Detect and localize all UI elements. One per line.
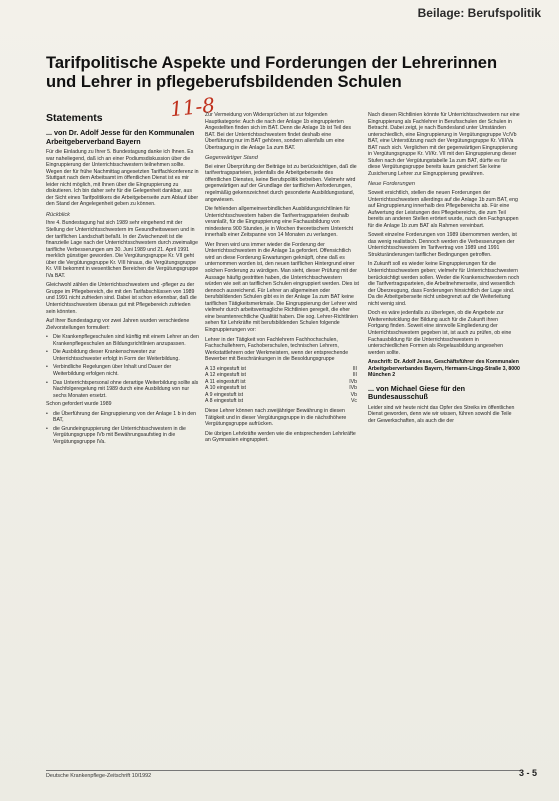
list-item: • die Überführung der Eingruppierung von der Anlage 1 b in den BAT, xyxy=(46,411,200,424)
footer-divider xyxy=(46,770,520,771)
section-label: Beilage: Berufspolitik xyxy=(417,6,541,20)
subheading-status: Gegenwärtiger Stand xyxy=(205,155,258,162)
grade-value: Vb xyxy=(350,391,357,398)
author-address: Anschrift: Dr. Adolf Jesse, Geschäftsführer des Kommunalen Arbeitgeberverbandes Bayern, Hermann-Lingg-Straße 3, 8000 München 2 xyxy=(368,359,520,379)
paragraph: Lehrer in der Tätigkeit von Fachlehrern Fachhochschulen, Fachschullehrern, Fachoberschulen, technischen Lehrern, Werkstattlehrern oder Werkmeistern, wenn der entsprechende Bewerber mit Beschränkungen in die Besoldungsgruppe xyxy=(205,336,349,363)
paragraph: Ihre 4. Bundestagung hat sich 1989 sehr eingehend mit der Stellung der Unterrichtsschwestern im Gesundheitswesen und in der tariflichen Landschaft befaßt. In der Zwischenzeit ist die finanzielle Lage nach der Unterrichtsschwestern durch zweimalige tarifliche Verbesserungen am 30. Juni 1989 und 21. April 1991 merklich günstiger geworden. Die Vergütungsgruppe Kr. VII geht über die Vergütungsgruppe Kr. VIII hinaus, die Vergütungsgruppe Kr. VIII bekommt in wesentlichen Bereichen die Vergütungsgruppe IVa BAT. xyxy=(46,220,199,279)
paragraph: Soweit ersichtlich, stellen die neuen Forderungen der Unterrichtsschwestern allerdings auf die Anlage 1b zum BAT, eng auf Eingruppierung innerhalb des Pflegebereichs ab. Für eine Aufwertung der Leistungen des Pflegebereichs, die zum Teil bereits an anderen Stellen erörtert wurde, nach den Fachgruppen für die Anlage 1b zum BAT als Rahmen vereinbart. xyxy=(368,190,519,229)
column-2 xyxy=(205,112,359,772)
paragraph: Nach diesen Richtlinien könnte für Unterrichtsschwestern nur eine Eingruppierung als Fachlehrer in Berufsschulen der Schulen in Betracht. Dabei zeigt, je nach Bundesland unter Umständen unterschiedlich, eine Eingruppierung in Vergütungsgruppe Vc/Vb BAT, eine Unterstützung nach der Vergütungsgruppe Kr. VIII/Va BAT nach sich. Verglichen mit der gegenwärtigen Eingruppierung in Vergütungsgruppe Kr. VI/Kr. VII mit den Eingruppierung dieser Stufen nach der Vergütungstabelle 1a zum BAT, dürfte es für diese Vergütungsgruppe bereits kaum gesichert Sie keine Zusicherung Lehrer zur Eingruppierung gewähren. xyxy=(368,112,520,177)
subheading-new-demands: Neue Forderungen xyxy=(368,181,415,188)
grade-value: III xyxy=(352,365,357,372)
paragraph: Bei einer Überprüfung der Beiträge ist zu berücksichtigen, daß die tarifvertragsparteien, jedenfalls die Arbeitgeberseite des öffentlichen Dienstes, keine Berufspolitik betreiben. Vielmehr wird gegenwärtigen auf der Grundlage der tariflichen Anforderungen, regelmäßig gekennzeichnet durch gesonderte Ausbildungsstand, angewiesen. xyxy=(205,163,357,203)
byline-giese: ... von Michael Giese für den Bundesausschuß xyxy=(368,383,466,402)
list-item: • Verbindliche Regelungen über Inhalt und Dauer der Weiterbildung erfolgen nicht. xyxy=(46,364,200,377)
paragraph: Doch es wäre jedenfalls zu überlegen, ob die Angebote zur Weiterentwicklung der Bildung auch für die Zukunft ihren Fortgang finden. Soweit eine sinnvolle Eingliederung der Unterrichtsschwestern gegeben ist, ist auch zu prüfen, ob eine Fachausbildung für die Unterrichtsschwestern in unterschiedlichen Formen als Regelausbildung angesehen werden sollte. xyxy=(368,310,512,356)
grade-value: IVb xyxy=(349,378,357,385)
grade-label: A 12 eingestuft ist xyxy=(205,372,246,379)
article-title: Tarifpolitische Aspekte und Forderungen der Lehrerinnen und Lehrer in pflegeberufsbildenden Schulen xyxy=(46,54,498,91)
paragraph: Auf Ihrer Bundestagung vor zwei Jahren wurden verschiedene Zielvorstellungen formuliert: xyxy=(46,318,190,331)
grade-label: A 13 eingestuft ist xyxy=(205,365,246,372)
handwritten-note: 11-8 xyxy=(168,92,217,122)
paragraph: Soweit einzelne Forderungen von 1989 übernommen werden, ist das wenig realistisch. Dennoch werden die Verbesserungen der Unterrichtsschwestern im Tarifvertrag von 1989 und 1991 Strukturänderungen tariflicher Bedingungen getroffen. xyxy=(368,232,517,258)
paragraph: In Zukunft soll es wieder keine Eingruppierungen für die Unterrichtsschwestern geben; vielmehr für Unterrichtsschwestern berücksichtigt werden sollen. Weder die Krankenschwestern noch die Tarifvertragsparteien, die Arbeitnehmerseite, sind wesentlich der Überzeugung, dass Forderungen hinsichtlich der Lage sind. Da die Arbeitgeberseite nicht unbegrenzt auf die Weiterleitung nicht wenig sind. xyxy=(368,261,520,307)
grade-label: A 11 eingestuft ist xyxy=(205,378,246,385)
list-item: • Die Krankenpflegeschulen sind künftig mit einem Lehrer an den Krankenpflegeschulen an Bildungsrichtlinien anzupassen. xyxy=(46,334,200,347)
grade-value: IVb xyxy=(349,385,357,392)
paragraph: Gleichwohl zählen die Unterrichtsschwestern und -pfleger zu der Gruppe im Pflegebereich, die mit den Tarifabschlüssen von 1989 und 1991 nicht zufrieden sind. Dabei ist schon erkennbar, daß die Unterrichtsschwestern überaus gut mit Pflegebereich zufrieden sein könnten. xyxy=(46,282,197,315)
grade-value: Vc xyxy=(350,398,357,405)
list-item: • Die Ausbildung dieser Krankenschwester zur Unterrichtsschwester erfolgt in Form der Weiterbildung. xyxy=(46,349,200,362)
grade-table xyxy=(205,366,359,405)
subheading-review: Rückblick xyxy=(46,211,70,218)
paragraph: Wer Ihnen wird uns immer wieder die Forderung der Unterrichtsschwestern in die Anlage 1a gefordert. Offensichtlich wird an diese Forderung Erwartungen geknüpft, ohne daß es unternommen worden ist, den neuen tariflichen Hintergrund einer solchen Forderung zu würdigen. Man sieht, dieser Prüfung mit der Aussage häufig gestritten haben, die Unterrichtsschwestern würden wie seit an tariflichen Schulen eingruppiert werden. Dies ist dennoch ausreichend. Für Lehrer an allgemeinen oder berufsbildenden Schulen gibt es in der Anlage 1a zum BAT keine tariflichen Tätigkeitsmerkmale. Die Eingruppierung der Lehrer wird vielmehr durch arbeitsvertragliche Richtlinien geregelt, die eher eine beamtenrechtliche Qualität haben. Die sog. Lehrer-Richtlinien sehen für Lehrkräfte mit berufsbildenden Schulen folgende Eingruppierungen vor: xyxy=(205,241,359,333)
paragraph: Diese Lehrer können nach zweijähriger Bewährung in diesen Tätigkeit und in dieser Vergütungsgruppe in die nächsthöhere Vergütungsgruppe aufrücken. xyxy=(205,407,347,428)
paragraph: Schon gefordert wurde 1989 xyxy=(46,401,112,408)
grade-label: A 8 eingestuft ist xyxy=(205,398,244,405)
paragraph: Die übrigen Lehrkräfte werden wie die entsprechenden Lehrkräfte an Gymnasien eingruppiert. xyxy=(205,430,356,444)
column-1 xyxy=(46,112,200,770)
paragraph: Zur Vermeidung von Widersprüchen ist zur folgenden Hauptkategorie: Auch die nach der Anlage 1b eingruppierten Angestellten finden sich im BAT. Denn die Anlage 1b ist Teil des BAT. Bei der Unterrichtsschwestern findet deshalb eine Überführung nur im BAT gehören, sondern allenfalls um eine Übertragung in die Anlage 1a zum BAT. xyxy=(205,112,352,151)
grade-label: A 10 eingestuft ist xyxy=(205,385,246,392)
grade-value: III xyxy=(352,372,357,379)
footer-source: Deutsche Krankenpflege-Zeitschrift 10/1992 xyxy=(46,773,152,779)
paragraph: Leider sind wir heute nicht das Opfer des Streiks im öffentlichen Dienst geworden, denn wie wir wissen, führen sowohl die Teile der Gewerkschaften, als auch die der xyxy=(368,404,515,424)
list-item: • Das Unterrichtspersonal ohne derartige Weiterbildung sollte als Nachfolgeregelung mit 1989 durch eine Ausbildung von nur sechs Monaten ersetzt. xyxy=(46,380,200,400)
column-3 xyxy=(368,112,520,772)
list-item: • die Grundeingruppierung der Unterrichtsschwestern in die Vergütungsgruppe IVb mit Bewährungsaufstieg in die Vergütungsgruppe IVa. xyxy=(46,426,200,446)
byline-jesse: ... von Dr. Adolf Jesse für den Kommunalen Arbeitgeberverband Bayern xyxy=(46,128,195,146)
statements-heading: Statements xyxy=(46,112,103,124)
page-number: 3 - 5 xyxy=(518,768,537,778)
grade-label: A 9 eingestuft ist xyxy=(205,391,244,398)
table-row xyxy=(205,398,359,405)
paragraph: Für die Einladung zu Ihrer 5. Bundestagung danke ich Ihnen. Es war naheliegend, daß ich an einer Podiumsdiskussion über die Eingruppierung der Unterrichtsschwestern teilnehmen sollte. Wegen der für frühe Nachmittag angesetzten Tariffachkonferenz in Stuttgart nach dem Arbeitsamt im öffentlichen Dienst ist es mir leider nicht möglich, mit Ihnen über die Eingruppierung zu diskutieren. Ich bin daher sehr für die Gelegenheit dankbar, aus der Sicht eines Tarifpolitikers die Arbeitgeberseite zum Ablauf über den Stand der Angelegenheit geben zu können. xyxy=(46,149,199,208)
paragraph: Die fehlenden allgemeinverbindlichen Ausbildungsrichtlinien für Unterrichtsschwestern haben die Tarifvertragsparteien deshalb veranlaßt, für die Eingruppierung eine Fachausbildung von mindestens 900 Stunden, je in Wochen theoretischem Unterricht innerhalb einer Zeitspanne von 14 Monaten zu verlangen. xyxy=(205,206,354,239)
